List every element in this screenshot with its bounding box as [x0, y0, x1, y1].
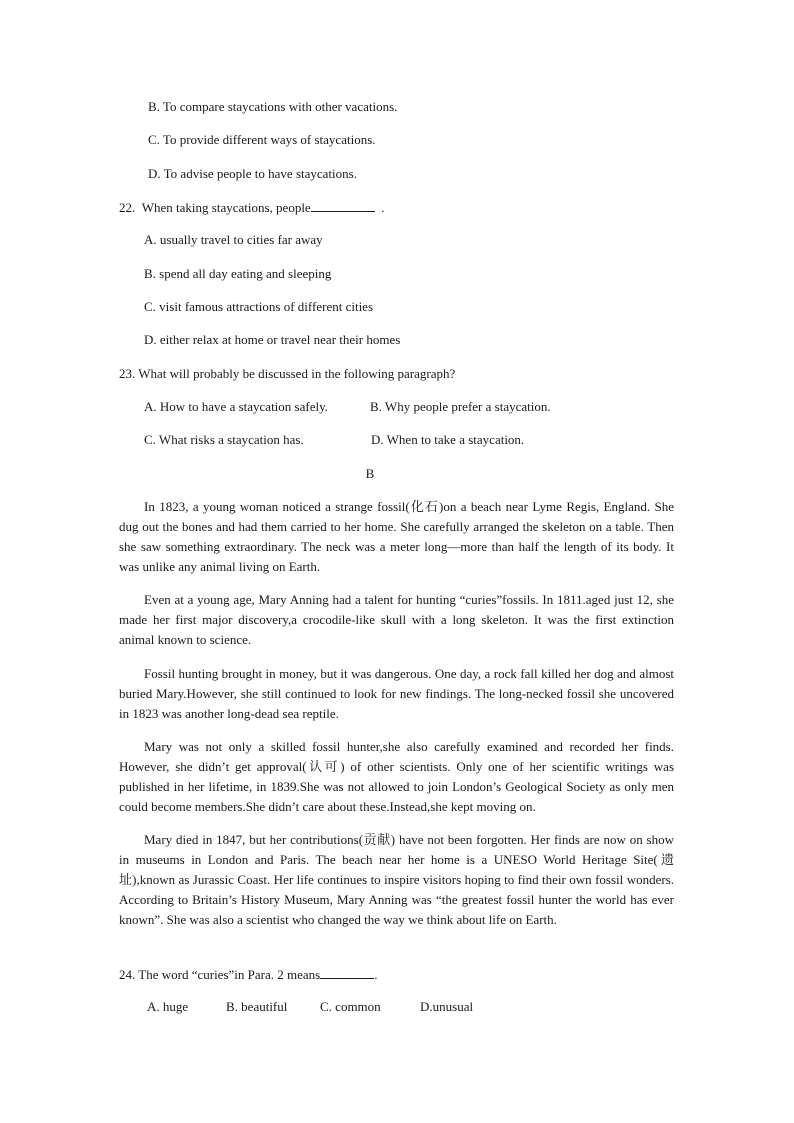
q24-option-d: D.unusual — [420, 999, 474, 1014]
q22-blank — [311, 199, 375, 212]
q21-option-d: D. To advise people to have staycations. — [148, 166, 357, 181]
q23-stem: 23. What will probably be discussed in the following paragraph? — [119, 366, 456, 381]
q24-end: . — [374, 967, 378, 982]
q23-option-a: A. How to have a staycation safely. — [144, 399, 328, 414]
q22-option-b: B. spend all day eating and sleeping — [144, 266, 332, 281]
q23-option-b: B. Why people prefer a staycation. — [370, 399, 551, 414]
q24-text: 24. The word “curies”in Para. 2 means — [119, 967, 321, 982]
passage-paragraph-5: Mary died in 1847, but her contributions(贡献) have not been forgotten. Her finds are now on show in museums in London and Paris. The beach near her home is a UNESO World Heritage Site(遗址),known as Jurassic Coast. Her life continues to inspire visitors hoping to find their own fossil wonders. According to Britain’s History Museum, Mary Anning was “the greatest fossil hunter the world has ever known”. She was also a scientist who changed the way we think about life on Earth. — [119, 832, 674, 927]
q24-blank — [320, 966, 374, 979]
q23-options-row-1 — [144, 399, 551, 415]
q22-stem — [119, 199, 384, 216]
q22-option-c: C. visit famous attractions of different cities — [144, 299, 374, 314]
passage-paragraph-4: Mary was not only a skilled fossil hunter,she also carefully examined and recorded her finds. However, she didn’t get approval(认可) of other scientists. Only one of her scientific writings was published in her lifetime, in 1839.She was not allowed to join London’s Geological Society as only men could become members.She didn’t care about these.Instead,she kept moving on. — [119, 739, 674, 814]
q22-number: 22. — [119, 200, 136, 215]
q22-option-d: D. either relax at home or travel near their homes — [144, 332, 401, 347]
q24-option-b: B. beautiful — [226, 999, 288, 1014]
q23-option-d: D. When to take a staycation. — [371, 432, 525, 447]
section-heading: B — [365, 466, 375, 481]
q22-option-a: A. usually travel to cities far away — [144, 232, 323, 247]
passage-paragraph-1: In 1823, a young woman noticed a strange fossil(化石)on a beach near Lyme Regis, England. She dug out the bones and had them carried to her home. She carefully arranged the skeleton on a table. Then she saw something extraordinary. The neck was a meter long—more than half the length of its body. It was unlike any animal living on Earth. — [119, 499, 674, 574]
q23-options-row-2 — [144, 432, 524, 448]
q21-option-b: B. To compare staycations with other vacations. — [148, 99, 398, 114]
q24-option-a: A. huge — [147, 999, 189, 1014]
q24-stem — [119, 966, 377, 983]
q24-options-row — [147, 999, 473, 1015]
q23-option-c: C. What risks a staycation has. — [144, 432, 304, 447]
q24-option-c: C. common — [320, 999, 381, 1014]
q22-text: When taking staycations, people — [141, 200, 311, 215]
q21-option-c: C. To provide different ways of staycations. — [148, 132, 376, 147]
q22-end: . — [381, 200, 385, 215]
passage-paragraph-3: Fossil hunting brought in money, but it was dangerous. One day, a rock fall killed her dog and almost buried Mary.However, she still continued to look for new findings. The long-necked fossil she uncovered in 1823 was another long-dead sea reptile. — [119, 666, 674, 721]
passage-paragraph-2: Even at a young age, Mary Anning had a talent for hunting “curies”fossils. In 1811.aged just 12, she made her first major discovery,a crocodile-like skull with a long skeleton. It was the first extinction animal known to science. — [119, 592, 674, 647]
